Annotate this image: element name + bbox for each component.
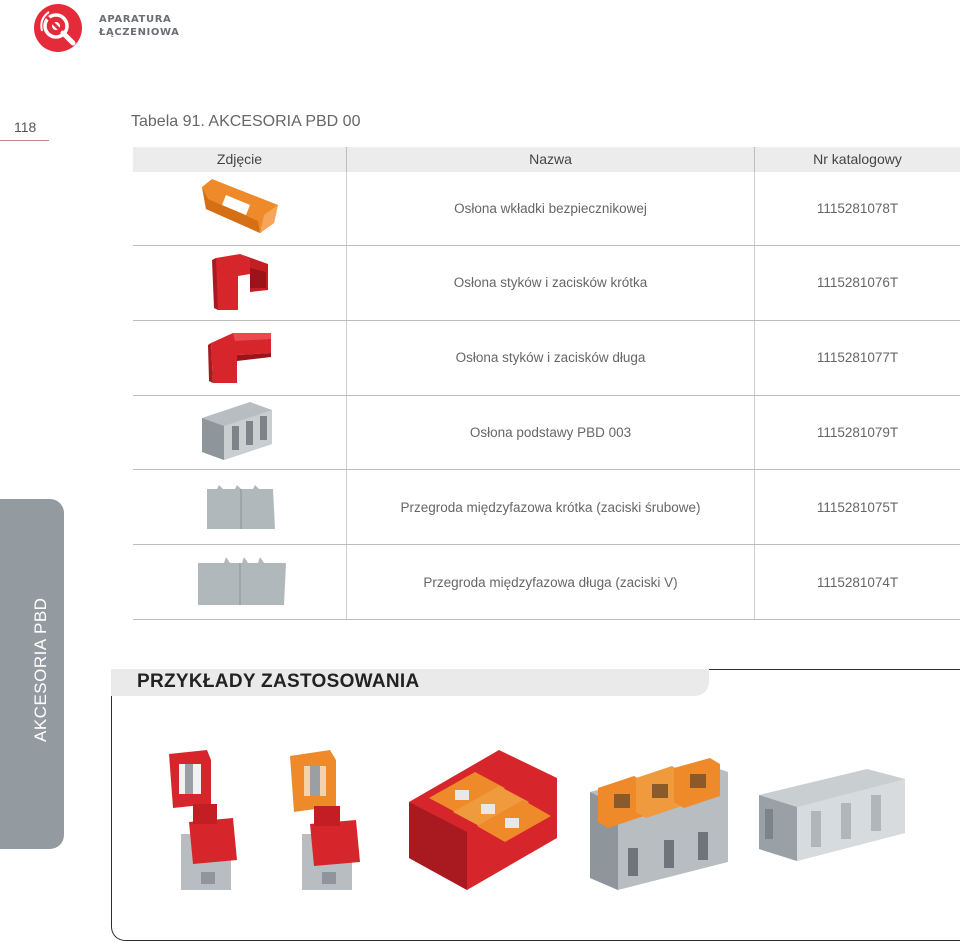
short-phase-barrier-icon	[205, 483, 277, 531]
applications-title: PRZYKŁADY ZASTOSOWANIA	[137, 671, 420, 692]
row-catalog-number: 1115281077T	[816, 350, 899, 365]
row-name: Przegroda międzyfazowa długa (zaciski V)	[423, 575, 678, 590]
row-divider	[133, 320, 960, 321]
row-catalog-number: 1115281078T	[816, 201, 899, 216]
brand-line-1: APARATURA	[99, 14, 172, 25]
single-pole-red-base-icon	[163, 748, 243, 893]
row-divider	[133, 619, 960, 620]
row-catalog-number: 1115281074T	[816, 575, 899, 590]
row-name: Osłona styków i zacisków długa	[455, 350, 646, 365]
row-divider	[133, 395, 960, 396]
row-name: Osłona styków i zacisków krótka	[453, 275, 648, 290]
brand-name	[99, 13, 180, 39]
row-divider	[133, 469, 960, 470]
three-pole-grey-base-icon	[755, 765, 907, 865]
row-catalog-number: 1115281076T	[816, 275, 899, 290]
grey-base-cover-icon	[200, 398, 274, 464]
column-header-catalog: Nr katalogowy	[813, 151, 902, 167]
red-long-terminal-cover-icon	[207, 327, 275, 387]
company-logo-icon	[33, 3, 83, 53]
red-short-terminal-cover-icon	[210, 250, 274, 314]
row-name: Przegroda międzyfazowa krótka (zaciski śrubowe)	[400, 500, 701, 515]
row-name: Osłona podstawy PBD 003	[469, 425, 632, 440]
table-header	[133, 147, 960, 172]
three-pole-grey-orange-icon	[580, 752, 732, 892]
column-header-name: Nazwa	[529, 151, 572, 167]
long-phase-barrier-icon	[196, 555, 288, 607]
section-side-label: AKCESORIA PBD	[31, 597, 50, 742]
table-title: Tabela 91. AKCESORIA PBD 00	[131, 113, 361, 130]
row-name: Osłona wkładki bezpiecznikowej	[454, 201, 647, 216]
single-pole-orange-red-icon	[286, 748, 366, 893]
page-number-rule	[0, 140, 49, 141]
page-number: 118	[14, 119, 37, 135]
column-header-photo: Zdjęcie	[216, 151, 263, 167]
row-catalog-number: 1115281079T	[816, 425, 899, 440]
row-divider	[133, 544, 960, 545]
row-catalog-number: 1115281075T	[816, 500, 899, 515]
orange-fuse-insert-cover-icon	[198, 177, 282, 235]
row-divider	[133, 245, 960, 246]
brand-line-2: ŁĄCZENIOWA	[99, 27, 180, 38]
three-pole-red-orange-icon	[403, 742, 561, 892]
